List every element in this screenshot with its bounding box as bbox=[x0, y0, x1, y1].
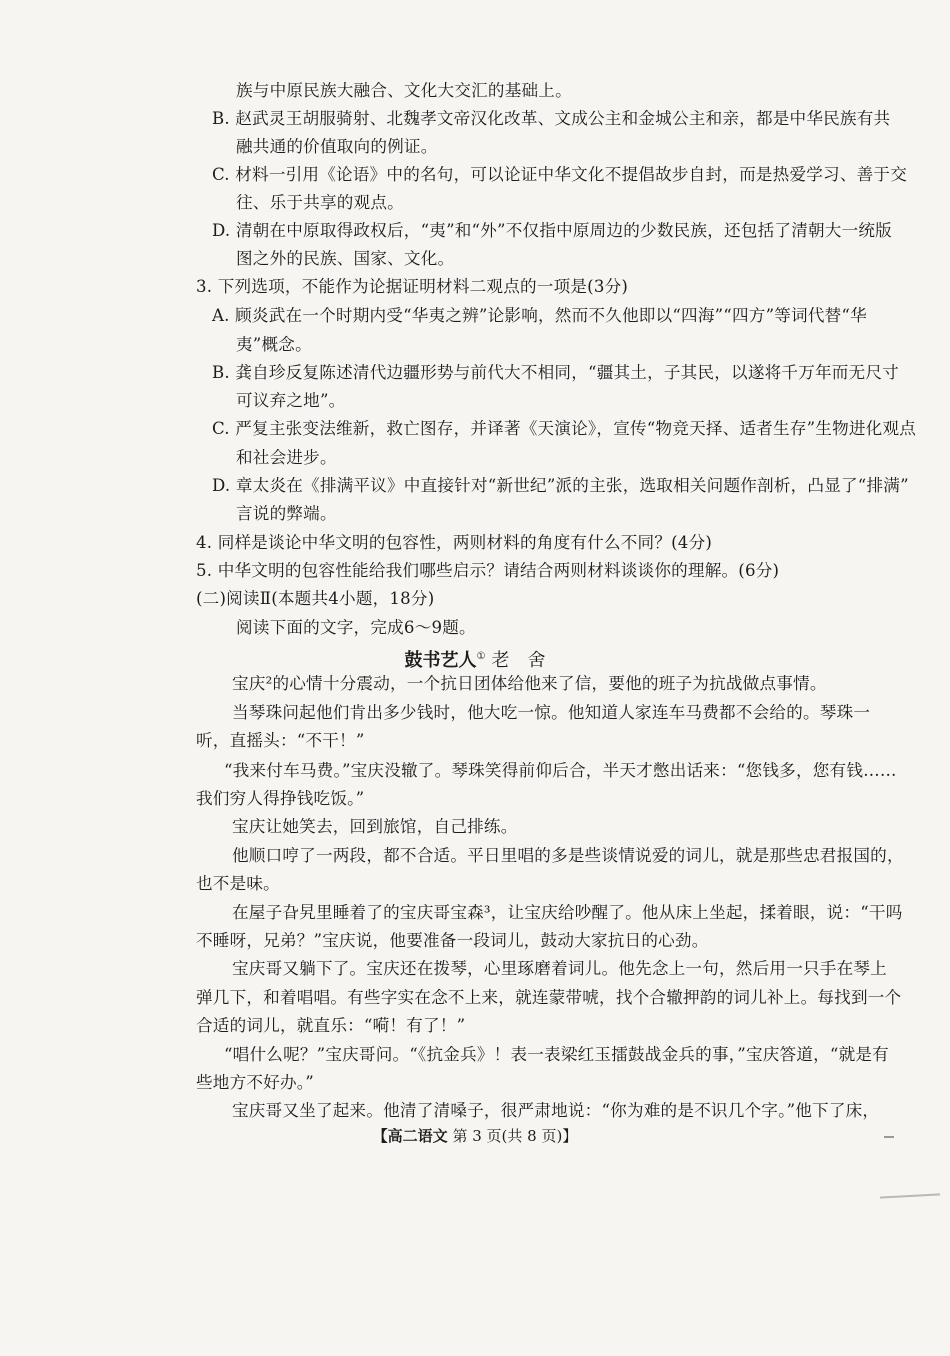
option-a: A. 顾炎武在一个时期内受“华夷之辨”论影响，然而不久他即以“四海”“四方”等词代替“华 bbox=[212, 306, 867, 325]
text-line: 和社会进步。 bbox=[236, 448, 337, 467]
instruction: 阅读下面的文字，完成6～9题。 bbox=[236, 618, 476, 637]
paragraph-line: 听，直摇头：“不干！” bbox=[196, 731, 365, 750]
paragraph-line: 弹几下，和着唱唱。有些字实在念不上来，就连蒙带唬，找个合辙押韵的词儿补上。每找到一个 bbox=[196, 988, 902, 1007]
footer-page: 第 3 页(共 8 页)】 bbox=[452, 1127, 578, 1145]
paragraph-line: 宝庆哥又坐了起来。他清了清嗓子，很严肃地说：“你为难的是不识几个字。”他下了床， bbox=[232, 1101, 880, 1120]
scan-artifact bbox=[880, 1193, 940, 1198]
paragraph-line: 当琴珠问起他们肯出多少钱时，他大吃一惊。他知道人家连车马费都不会给的。琴珠一 bbox=[232, 703, 871, 722]
paragraph-line: 我们穷人得挣钱吃饭。” bbox=[196, 789, 365, 808]
paragraph-line: 也不是味。 bbox=[196, 874, 280, 893]
option-c: C. 严复主张变法维新，救亡图存，并译著《天演论》，宣传“物竞天择、适者生存”生物进化观点 bbox=[212, 419, 917, 438]
text-line: 可议弃之地”。 bbox=[236, 391, 346, 410]
option-b: B. 龚自珍反复陈述清代边疆形势与前代大不相同，“疆其土，子其民，以遂将千万年而无尺寸 bbox=[212, 363, 899, 382]
text-line: 往、乐于共享的观点。 bbox=[236, 193, 404, 212]
question-5: 5. 中华文明的包容性能给我们哪些启示？请结合两则材料谈谈你的理解。(6分) bbox=[196, 561, 780, 580]
option-d: D. 章太炎在《排满平议》中直接针对“新世纪”派的主张，选取相关问题作剖析，凸显了“排满” bbox=[212, 476, 909, 495]
paragraph-line: “我来付车马费。”宝庆没辙了。琴珠笑得前仰后合，半天才憋出话来：“您钱多，您有钱…… bbox=[224, 761, 897, 780]
footer-subject: 【高二语文 bbox=[372, 1127, 448, 1145]
story-title-text: 鼓书艺人 bbox=[404, 650, 477, 671]
text-line: 族与中原民族大融合、文化大交汇的基础上。 bbox=[236, 81, 572, 100]
option-d: D. 清朝在中原取得政权后，“夷”和“外”不仅指中原周边的少数民族，还包括了清朝大一统版 bbox=[212, 221, 892, 240]
paragraph-line: 宝庆²的心情十分震动，一个抗日团体给他来了信，要他的班子为抗战做点事情。 bbox=[232, 674, 827, 693]
option-c: C. 材料一引用《论语》中的名句，可以论证中华文化不提倡故步自封，而是热爱学习、善于交 bbox=[212, 165, 908, 184]
text-line: 融共通的价值取向的例证。 bbox=[236, 137, 438, 156]
paragraph-line: 不睡呀，兄弟？”宝庆说，他要准备一段词儿，鼓动大家抗日的心劲。 bbox=[196, 931, 709, 950]
text-line: 图之外的民族、国家、文化。 bbox=[236, 249, 455, 268]
question-3: 3. 下列选项，不能作为论据证明材料二观点的一项是(3分) bbox=[196, 277, 629, 296]
text-line: 言说的弊端。 bbox=[236, 504, 337, 523]
question-4: 4. 同样是谈论中华文明的包容性，两则材料的角度有什么不同？(4分) bbox=[196, 533, 713, 552]
story-title bbox=[0, 646, 950, 672]
story-author: 老 舍 bbox=[491, 650, 546, 671]
paragraph-line: 宝庆哥又躺下了。宝庆还在拨琴，心里琢磨着词儿。他先念上一句，然后用一只手在琴上 bbox=[232, 959, 887, 978]
footnote-mark: ① bbox=[476, 651, 486, 662]
paragraph-line: 他顺口哼了一两段，都不合适。平日里唱的多是些谈情说爱的词儿，就是那些忠君报国的， bbox=[232, 846, 904, 865]
paragraph-line: “唱什么呢？”宝庆哥问。“《抗金兵》！表一表梁红玉擂鼓战金兵的事，”宝庆答道，“就是有 bbox=[224, 1045, 889, 1064]
paragraph-line: 在屋子旮旯里睡着了的宝庆哥宝森³，让宝庆给吵醒了。他从床上坐起，揉着眼，说：“干吗 bbox=[232, 903, 903, 922]
scan-artifact bbox=[884, 1136, 894, 1138]
paragraph-line: 些地方不好办。” bbox=[196, 1073, 314, 1092]
text-line: 夷”概念。 bbox=[236, 335, 312, 354]
section-heading: (二)阅读Ⅱ(本题共4小题，18分) bbox=[196, 589, 435, 608]
paragraph-line: 合适的词儿，就直乐：“嗬！有了！” bbox=[196, 1016, 466, 1035]
paragraph-line: 宝庆让她笑去，回到旅馆，自己排练。 bbox=[232, 817, 518, 836]
page-footer bbox=[0, 1126, 950, 1146]
option-b: B. 赵武灵王胡服骑射、北魏孝文帝汉化改革、文成公主和金城公主和亲，都是中华民族有共 bbox=[212, 109, 891, 128]
